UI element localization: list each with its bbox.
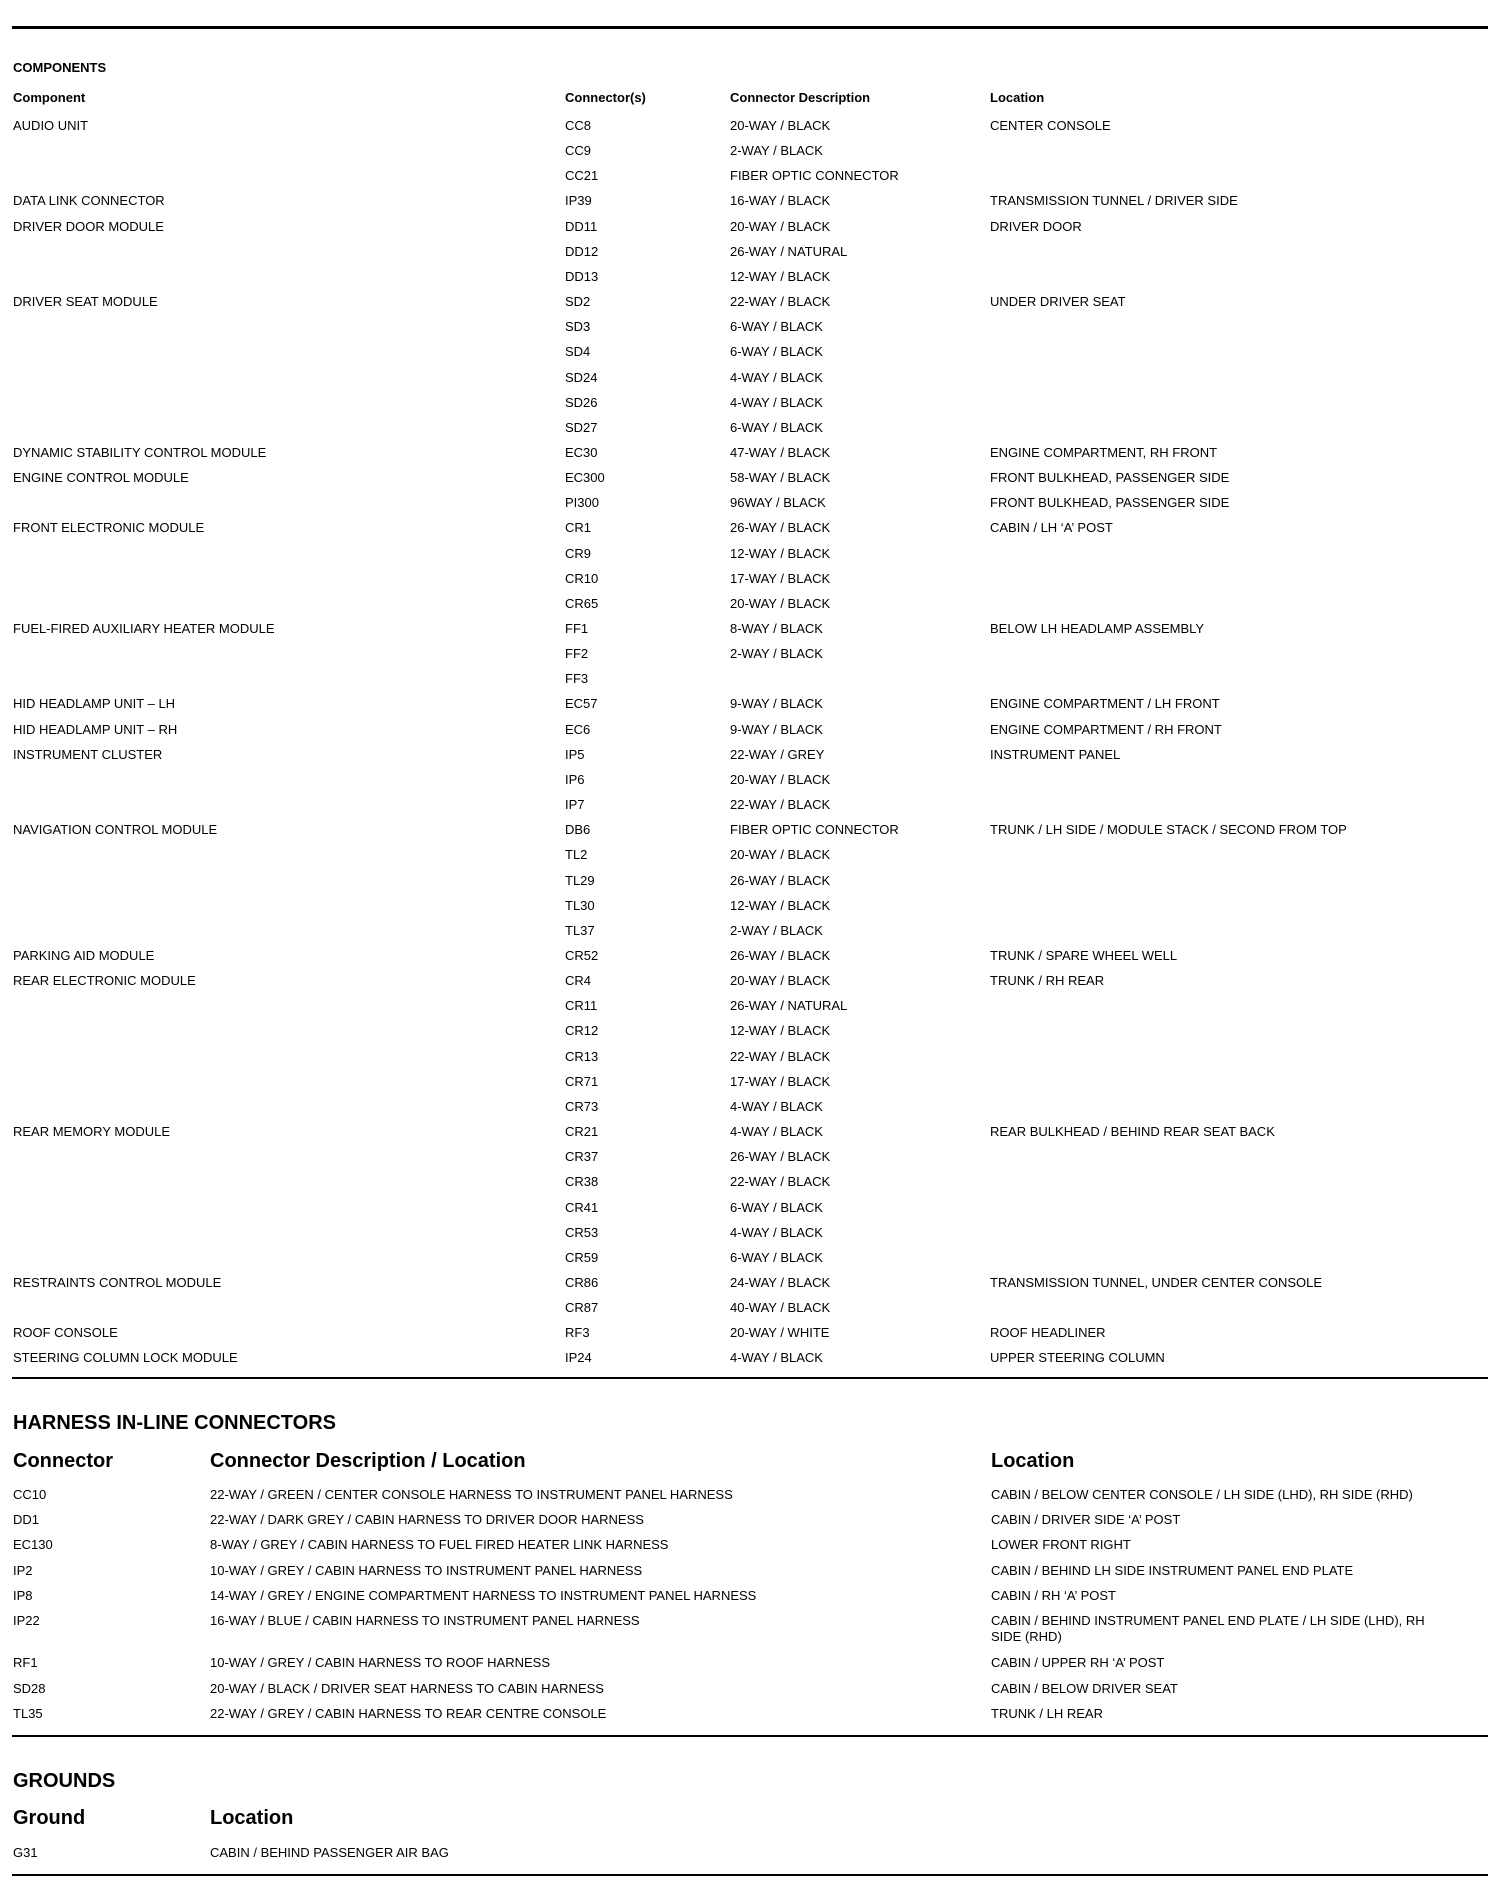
connector-description: 9-WAY / BLACK <box>730 696 823 712</box>
components-title: COMPONENTS <box>13 60 107 75</box>
connector-description: 9-WAY / BLACK <box>730 721 823 737</box>
col-header-location: Location <box>990 90 1045 105</box>
component-name: DRIVER DOOR MODULE <box>13 218 164 234</box>
connector-id: IP6 <box>565 771 585 787</box>
connector-description: 20-WAY / BLACK <box>730 118 831 133</box>
connector-description: 12-WAY / BLACK <box>730 268 831 284</box>
component-row <box>0 1275 1504 1300</box>
connector-id: CR73 <box>565 1098 599 1114</box>
component-row <box>0 948 1504 973</box>
bottom-rule <box>12 1874 1488 1876</box>
connector-id: CC9 <box>565 143 592 159</box>
section-divider <box>12 1735 1488 1737</box>
connector-id: FF3 <box>565 671 589 687</box>
col-header-harness-location: Location <box>991 1450 1075 1472</box>
connector-description: 58-WAY / BLACK <box>730 470 831 486</box>
component-name: DYNAMIC STABILITY CONTROL MODULE <box>13 444 267 460</box>
section-divider <box>12 1377 1488 1379</box>
col-header-connector-description: Connector Description <box>730 90 871 105</box>
component-row <box>0 671 1504 696</box>
component-name: INSTRUMENT CLUSTER <box>13 746 163 762</box>
component-name: DATA LINK CONNECTOR <box>13 193 165 209</box>
component-location: UPPER STEERING COLUMN <box>990 1350 1165 1366</box>
connector-description: 47-WAY / BLACK <box>730 444 831 460</box>
connector-description: 12-WAY / BLACK <box>730 897 831 913</box>
component-location: CABIN / LH ‘A’ POST <box>990 520 1113 536</box>
component-row <box>0 269 1504 294</box>
connector-description: 6-WAY / BLACK <box>730 1199 823 1215</box>
connector-description: 4-WAY / BLACK <box>730 394 823 410</box>
connector-id: PI300 <box>565 495 599 511</box>
connector-description: 22-WAY / BLACK <box>730 294 831 309</box>
component-row <box>0 822 1504 847</box>
connector-description: 4-WAY / BLACK <box>730 1224 823 1240</box>
connector-description: 20-WAY / BLACK <box>730 973 831 989</box>
component-row <box>0 923 1504 948</box>
harness-description: 22-WAY / GREEN / CENTER CONSOLE HARNESS TO INSTRUMENT PANEL HARNESS <box>210 1487 733 1502</box>
component-row <box>0 193 1504 218</box>
harness-location: CABIN / BELOW CENTER CONSOLE / LH SIDE (LHD), RH SIDE (RHD) <box>991 1487 1413 1502</box>
component-row <box>0 143 1504 168</box>
component-row <box>0 420 1504 445</box>
component-name: RESTRAINTS CONTROL MODULE <box>13 1274 222 1290</box>
component-row <box>0 244 1504 269</box>
harness-connector: DD1 <box>13 1512 40 1527</box>
component-name: DRIVER SEAT MODULE <box>13 294 158 309</box>
connector-id: SD4 <box>565 344 591 360</box>
component-location: INSTRUMENT PANEL <box>990 746 1121 762</box>
col-header-component: Component <box>13 90 86 105</box>
connector-description: 12-WAY / BLACK <box>730 545 831 561</box>
connector-id: CR12 <box>565 1023 599 1039</box>
harness-location: CABIN / UPPER RH ‘A’ POST <box>991 1655 1165 1670</box>
connector-id: CR41 <box>565 1199 599 1215</box>
harness-connector: IP8 <box>13 1588 33 1603</box>
connector-description: 26-WAY / BLACK <box>730 872 831 888</box>
component-name: HID HEADLAMP UNIT – RH <box>13 721 178 737</box>
connector-id: CR13 <box>565 1048 599 1064</box>
connector-id: CR87 <box>565 1300 599 1315</box>
component-row <box>0 1049 1504 1074</box>
connector-description: 22-WAY / BLACK <box>730 1048 831 1064</box>
harness-connector: EC130 <box>13 1537 53 1552</box>
connector-id: TL2 <box>565 847 588 863</box>
harness-location: CABIN / RH ‘A’ POST <box>991 1588 1116 1603</box>
connector-description: 17-WAY / BLACK <box>730 570 831 586</box>
connector-id: SD26 <box>565 394 598 410</box>
component-row <box>0 520 1504 545</box>
component-row <box>0 470 1504 495</box>
connector-description: 20-WAY / BLACK <box>730 595 831 611</box>
top-rule <box>12 26 1488 29</box>
component-row <box>0 847 1504 872</box>
connector-description: 26-WAY / BLACK <box>730 520 831 536</box>
ground-id: G31 <box>13 1845 38 1860</box>
connector-description: 8-WAY / BLACK <box>730 621 823 636</box>
component-name: ENGINE CONTROL MODULE <box>13 470 189 486</box>
component-row <box>0 546 1504 571</box>
component-row <box>0 1124 1504 1149</box>
component-row <box>0 1200 1504 1225</box>
harness-description: 10-WAY / GREY / CABIN HARNESS TO INSTRUMENT PANEL HARNESS <box>210 1563 643 1578</box>
component-location: TRANSMISSION TUNNEL / DRIVER SIDE <box>990 193 1238 209</box>
component-row <box>0 1074 1504 1099</box>
connector-id: CC21 <box>565 168 599 184</box>
connector-description: 24-WAY / BLACK <box>730 1274 831 1290</box>
harness-connector: IP2 <box>13 1563 33 1578</box>
harness-description: 16-WAY / BLUE / CABIN HARNESS TO INSTRUMENT PANEL HARNESS <box>210 1613 640 1628</box>
component-name: ROOF CONSOLE <box>13 1325 118 1341</box>
component-row <box>0 747 1504 772</box>
connector-id: DD12 <box>565 243 599 259</box>
component-location: ENGINE COMPARTMENT / RH FRONT <box>990 721 1222 737</box>
connector-id: CR65 <box>565 595 599 611</box>
connector-description: 12-WAY / BLACK <box>730 1023 831 1039</box>
connector-id: TL30 <box>565 897 595 913</box>
connector-id: SD3 <box>565 319 591 335</box>
harness-location: CABIN / DRIVER SIDE ‘A’ POST <box>991 1512 1181 1527</box>
component-row <box>0 1225 1504 1250</box>
harness-location: TRUNK / LH REAR <box>991 1706 1103 1721</box>
connector-description: 6-WAY / BLACK <box>730 1249 823 1265</box>
grounds-title: GROUNDS <box>13 1770 116 1792</box>
component-name: NAVIGATION CONTROL MODULE <box>13 822 218 838</box>
component-name: REAR MEMORY MODULE <box>13 1124 170 1139</box>
component-location: TRUNK / LH SIDE / MODULE STACK / SECOND FROM TOP <box>990 822 1347 838</box>
harness-title: HARNESS IN-LINE CONNECTORS <box>13 1412 336 1434</box>
component-row <box>0 319 1504 344</box>
connector-description: 20-WAY / BLACK <box>730 847 831 863</box>
connector-id: CR11 <box>565 998 598 1014</box>
col-header-ground-location: Location <box>210 1807 294 1829</box>
connector-description: 20-WAY / BLACK <box>730 771 831 787</box>
component-row <box>0 571 1504 596</box>
component-name: REAR ELECTRONIC MODULE <box>13 973 196 989</box>
component-row <box>0 973 1504 998</box>
connector-id: TL37 <box>565 922 595 938</box>
component-row <box>0 797 1504 822</box>
connector-id: CR4 <box>565 973 592 989</box>
harness-description: 22-WAY / GREY / CABIN HARNESS TO REAR CENTRE CONSOLE <box>210 1706 607 1721</box>
connector-id: CR53 <box>565 1224 599 1240</box>
harness-connector: CC10 <box>13 1487 47 1502</box>
connector-description: FIBER OPTIC CONNECTOR <box>730 822 899 838</box>
connector-description: 6-WAY / BLACK <box>730 419 823 435</box>
connector-id: FF1 <box>565 621 589 636</box>
harness-description: 22-WAY / DARK GREY / CABIN HARNESS TO DRIVER DOOR HARNESS <box>210 1512 644 1527</box>
connector-description: 22-WAY / GREY <box>730 746 825 762</box>
harness-location: LOWER FRONT RIGHT <box>991 1537 1131 1552</box>
connector-description: 26-WAY / NATURAL <box>730 243 848 259</box>
component-row <box>0 344 1504 369</box>
connector-id: CR38 <box>565 1174 599 1190</box>
connector-id: CR10 <box>565 570 599 586</box>
ground-location: CABIN / BEHIND PASSENGER AIR BAG <box>210 1845 449 1860</box>
connector-id: TL29 <box>565 872 595 888</box>
component-name: AUDIO UNIT <box>13 118 89 133</box>
component-location: ENGINE COMPARTMENT, RH FRONT <box>990 444 1218 460</box>
col-header-connector: Connector <box>13 1450 113 1472</box>
connector-id: DD13 <box>565 268 599 284</box>
component-row <box>0 168 1504 193</box>
component-row <box>0 294 1504 319</box>
connector-description: 2-WAY / BLACK <box>730 922 823 938</box>
component-row <box>0 898 1504 923</box>
connector-id: IP24 <box>565 1350 592 1366</box>
component-row <box>0 621 1504 646</box>
harness-location: CABIN / BELOW DRIVER SEAT <box>991 1681 1178 1696</box>
connector-description: 6-WAY / BLACK <box>730 319 823 335</box>
connector-id: SD27 <box>565 419 598 435</box>
connector-id: FF2 <box>565 646 589 662</box>
component-row <box>0 1149 1504 1174</box>
component-location: TRUNK / SPARE WHEEL WELL <box>990 947 1178 963</box>
harness-location: CABIN / BEHIND LH SIDE INSTRUMENT PANEL END PLATE <box>991 1563 1354 1578</box>
connector-description: 40-WAY / BLACK <box>730 1300 831 1315</box>
connector-description: FIBER OPTIC CONNECTOR <box>730 168 899 184</box>
connector-id: SD2 <box>565 294 591 309</box>
connector-id: CR21 <box>565 1124 599 1139</box>
component-row <box>0 395 1504 420</box>
connector-description: 2-WAY / BLACK <box>730 646 823 662</box>
connector-id: EC6 <box>565 721 591 737</box>
connector-description: 6-WAY / BLACK <box>730 344 823 360</box>
harness-description: 14-WAY / GREY / ENGINE COMPARTMENT HARNESS TO INSTRUMENT PANEL HARNESS <box>210 1588 757 1603</box>
component-location: DRIVER DOOR <box>990 218 1082 234</box>
component-location: FRONT BULKHEAD, PASSENGER SIDE <box>990 495 1230 511</box>
component-row <box>0 696 1504 721</box>
component-row <box>0 998 1504 1023</box>
component-name: HID HEADLAMP UNIT – LH <box>13 696 176 712</box>
connector-id: EC57 <box>565 696 598 712</box>
harness-connector: TL35 <box>13 1706 43 1721</box>
component-location: BELOW LH HEADLAMP ASSEMBLY <box>990 621 1205 636</box>
connector-id: CR59 <box>565 1249 599 1265</box>
connector-id: IP7 <box>565 797 585 812</box>
component-name: PARKING AID MODULE <box>13 947 155 963</box>
connector-id: CR37 <box>565 1149 599 1165</box>
component-location: CENTER CONSOLE <box>990 118 1111 133</box>
connector-id: DB6 <box>565 822 591 838</box>
connector-description: 26-WAY / BLACK <box>730 1149 831 1165</box>
component-row <box>0 646 1504 671</box>
component-location: TRUNK / RH REAR <box>990 973 1105 989</box>
connector-id: CR52 <box>565 947 599 963</box>
component-row <box>0 445 1504 470</box>
connector-description: 96WAY / BLACK <box>730 495 826 511</box>
component-row <box>0 1325 1504 1350</box>
component-name: FUEL-FIRED AUXILIARY HEATER MODULE <box>13 621 275 636</box>
connector-id: CR9 <box>565 545 592 561</box>
connector-description: 22-WAY / BLACK <box>730 797 831 812</box>
connector-id: EC30 <box>565 444 598 460</box>
component-name: STEERING COLUMN LOCK MODULE <box>13 1350 238 1366</box>
connector-description: 20-WAY / WHITE <box>730 1325 830 1341</box>
connector-id: CC8 <box>565 118 592 133</box>
component-row <box>0 370 1504 395</box>
component-row <box>0 1250 1504 1275</box>
connector-id: CR86 <box>565 1274 599 1290</box>
connector-description: 22-WAY / BLACK <box>730 1174 831 1190</box>
component-location: FRONT BULKHEAD, PASSENGER SIDE <box>990 470 1230 486</box>
components-header-row <box>0 90 1504 115</box>
connector-description: 17-WAY / BLACK <box>730 1073 831 1089</box>
connector-description: 2-WAY / BLACK <box>730 143 823 159</box>
component-row <box>0 118 1504 143</box>
component-location: ENGINE COMPARTMENT / LH FRONT <box>990 696 1220 712</box>
connector-description: 4-WAY / BLACK <box>730 1098 823 1114</box>
component-row <box>0 873 1504 898</box>
component-row <box>0 772 1504 797</box>
component-row <box>0 219 1504 244</box>
component-location: UNDER DRIVER SEAT <box>990 294 1126 309</box>
col-header-ground: Ground <box>13 1807 86 1829</box>
harness-connector: IP22 <box>13 1613 40 1628</box>
component-row <box>0 596 1504 621</box>
component-row <box>0 1174 1504 1199</box>
harness-connector: SD28 <box>13 1681 46 1696</box>
connector-id: SD24 <box>565 369 598 385</box>
connector-id: RF3 <box>565 1325 590 1341</box>
harness-location: CABIN / BEHIND INSTRUMENT PANEL END PLATE / LH SIDE (LHD), RH SIDE (RHD) <box>991 1613 1425 1644</box>
component-location: ROOF HEADLINER <box>990 1325 1106 1341</box>
connector-id: CR71 <box>565 1073 599 1089</box>
connector-description: 26-WAY / BLACK <box>730 947 831 963</box>
connector-description: 4-WAY / BLACK <box>730 1124 823 1139</box>
connector-id: IP39 <box>565 193 592 209</box>
connector-id: EC300 <box>565 470 605 486</box>
connector-description: 4-WAY / BLACK <box>730 1350 823 1366</box>
component-row <box>0 495 1504 520</box>
component-row <box>0 1099 1504 1124</box>
component-row <box>0 1350 1504 1375</box>
component-row <box>0 1023 1504 1048</box>
component-row <box>0 722 1504 747</box>
component-name: FRONT ELECTRONIC MODULE <box>13 520 205 536</box>
harness-description: 20-WAY / BLACK / DRIVER SEAT HARNESS TO CABIN HARNESS <box>210 1681 604 1696</box>
connector-description: 16-WAY / BLACK <box>730 193 831 209</box>
connector-description: 4-WAY / BLACK <box>730 369 823 385</box>
harness-connector: RF1 <box>13 1655 38 1670</box>
harness-description: 10-WAY / GREY / CABIN HARNESS TO ROOF HARNESS <box>210 1655 551 1670</box>
component-location: TRANSMISSION TUNNEL, UNDER CENTER CONSOLE <box>990 1274 1323 1290</box>
harness-description: 8-WAY / GREY / CABIN HARNESS TO FUEL FIRED HEATER LINK HARNESS <box>210 1537 669 1552</box>
col-header-description-location: Connector Description / Location <box>210 1450 526 1472</box>
component-row <box>0 1300 1504 1325</box>
component-location: REAR BULKHEAD / BEHIND REAR SEAT BACK <box>990 1124 1275 1139</box>
connector-id: IP5 <box>565 746 585 762</box>
col-header-connectors: Connector(s) <box>565 90 646 105</box>
connector-description: 20-WAY / BLACK <box>730 218 831 234</box>
connector-id: CR1 <box>565 520 592 536</box>
connector-id: DD11 <box>565 218 598 234</box>
connector-description: 26-WAY / NATURAL <box>730 998 848 1014</box>
